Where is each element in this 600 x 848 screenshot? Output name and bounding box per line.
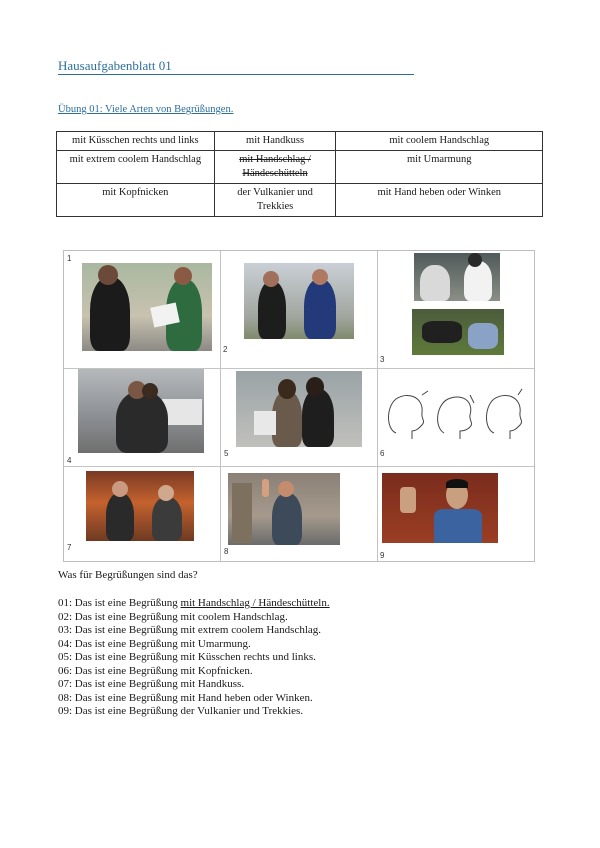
answer-line: [58, 692, 330, 706]
photo-extreme-handshake-bottom: [412, 309, 504, 355]
photo-number: 7: [67, 543, 72, 552]
photo-handshake: [82, 263, 212, 351]
table-cell: mit Kopfnicken: [57, 184, 215, 217]
table-cell: mit Handkuss: [214, 132, 336, 151]
photo-nodding-diagram: [382, 385, 532, 441]
answer-line: [58, 665, 330, 679]
table-cell: der Vulkanier und Trekkies: [214, 184, 336, 217]
table-row: [57, 132, 543, 151]
answer-text: 04: Das ist eine Begrüßung mit Umarmung.: [58, 637, 251, 650]
answer-line: [58, 651, 330, 665]
photo-number: 9: [380, 551, 385, 560]
photo-waving: [228, 473, 340, 545]
table-row: [57, 151, 543, 184]
photo-number: 2: [223, 345, 228, 354]
grid-divider: [64, 466, 534, 467]
table-cell: mit coolem Handschlag: [336, 132, 543, 151]
photo-number: 4: [67, 456, 72, 465]
answer-text: 02: Das ist eine Begrüßung mit coolem Handschlag.: [58, 610, 288, 623]
answer-text: 08: Das ist eine Begrüßung mit Hand heben oder Winken.: [58, 691, 313, 704]
answer-line: [58, 705, 330, 719]
photo-hug: [78, 369, 204, 453]
photo-number: 8: [224, 547, 229, 556]
answer-line: [58, 597, 330, 611]
grid-divider: [220, 251, 221, 561]
exercise-title: Übung 01: Viele Arten von Begrüßungen.: [58, 104, 234, 115]
answer-list: [58, 597, 330, 719]
table-cell: mit Küsschen rechts und links: [57, 132, 215, 151]
answer-line: [58, 611, 330, 625]
photo-kisses: [236, 371, 362, 447]
answer-text: 03: Das ist eine Begrüßung mit extrem coolem Handschlag.: [58, 624, 322, 636]
answer-text: 07: Das ist eine Begrüßung mit Handkuss.: [58, 678, 245, 690]
photo-grid: [63, 250, 535, 562]
grid-divider: [377, 251, 378, 561]
answer-text: 01: Das ist eine Begrüßung: [58, 597, 181, 609]
photo-number: 5: [224, 449, 229, 458]
table-row: [57, 184, 543, 217]
answer-line: [58, 678, 330, 692]
photo-hand-kiss: [86, 471, 194, 541]
photo-vulcan-salute: [382, 473, 498, 543]
photo-extreme-handshake-top: [414, 253, 500, 301]
question-text: Was für Begrüßungen sind das?: [58, 569, 198, 581]
answer-line: [58, 624, 330, 638]
table-cell: mit Handschlag / Händeschütteln: [214, 151, 336, 184]
answer-text: 06: Das ist eine Begrüßung mit Kopfnicken.: [58, 664, 253, 677]
vocabulary-table: [56, 131, 543, 217]
photo-number: 3: [380, 355, 385, 364]
table-cell: mit extrem coolem Handschlag: [57, 151, 215, 184]
answer-underlined-text: mit Handschlag / Händeschütteln.: [180, 597, 330, 609]
document-title: Hausaufgabenblatt 01: [58, 58, 414, 75]
photo-number: 1: [67, 254, 72, 263]
table-cell: mit Umarmung: [336, 151, 543, 184]
answer-text: 05: Das ist eine Begrüßung mit Küsschen rechts und links.: [58, 651, 316, 663]
photo-number: 6: [380, 449, 385, 458]
table-cell: mit Hand heben oder Winken: [336, 184, 543, 217]
photo-cool-handshake: [244, 263, 354, 339]
answer-text: 09: Das ist eine Begrüßung der Vulkanier und Trekkies.: [58, 705, 304, 717]
answer-line: [58, 638, 330, 652]
